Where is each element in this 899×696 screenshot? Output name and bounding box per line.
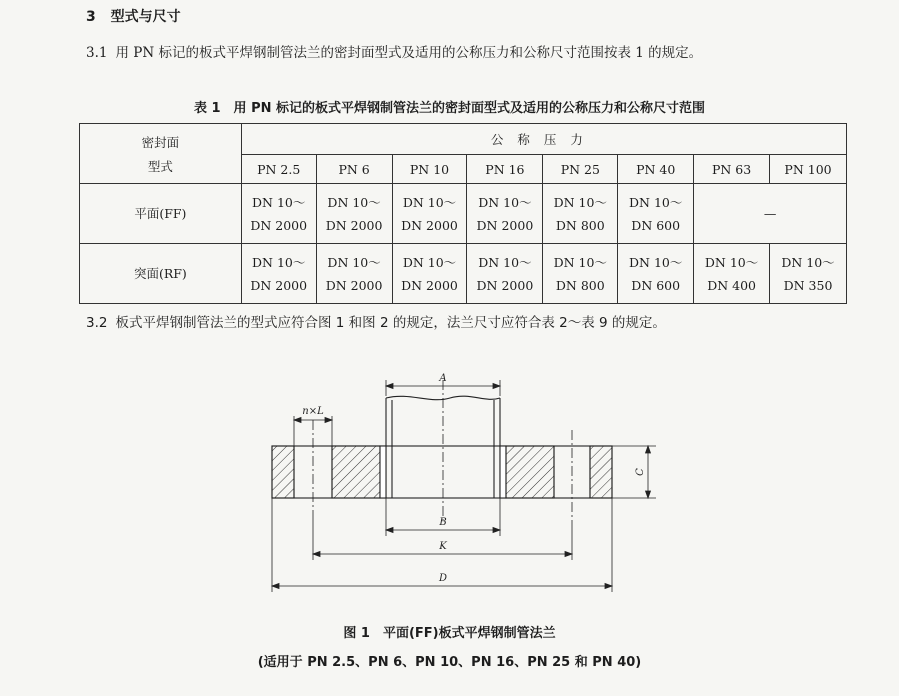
hatch-section	[506, 446, 554, 498]
table-cell	[770, 244, 847, 304]
column-header: PN 25	[543, 155, 618, 184]
paragraph-3-2-number: 3.2	[86, 315, 108, 331]
cell-line: DN 400	[707, 277, 756, 293]
table-row	[80, 244, 847, 304]
cell-line: DN 2000	[250, 277, 308, 293]
table-row-header	[80, 124, 242, 184]
table-1	[79, 123, 847, 304]
cell-line: DN 2000	[325, 217, 383, 233]
cell-line: DN 10～	[252, 254, 306, 270]
cell-line: DN 10～	[327, 194, 381, 210]
cell-line: DN 800	[555, 217, 605, 233]
column-header: PN 2.5	[241, 155, 316, 184]
row-header-line1: 密封面	[141, 134, 180, 150]
paragraph-3-2-text: 板式平焊钢制管法兰的型式应符合图 1 和图 2 的规定，法兰尺寸应符合表 2～表 9 的规定。	[115, 315, 666, 331]
cell-line: DN 800	[555, 277, 605, 293]
cell-line: DN 350	[783, 277, 833, 293]
cell-line: DN 600	[631, 277, 681, 293]
cell-line: DN 10～	[629, 254, 683, 270]
row-label: 突面(RF)	[80, 244, 242, 304]
figure-1-caption: 图 1 平面(FF)板式平焊钢制管法兰	[343, 626, 556, 641]
table-cell	[241, 244, 316, 304]
row-label: 平面(FF)	[80, 184, 242, 244]
table-1-caption: 表 1 用 PN 标记的板式平焊钢制管法兰的密封面型式及适用的公称压力和公称尺寸范围	[193, 101, 706, 116]
cell-line: DN 2000	[476, 277, 534, 293]
weld-gap	[500, 446, 506, 498]
column-header: PN 100	[770, 155, 847, 184]
paragraph-3-1-number: 3.1	[86, 45, 108, 61]
table-cell	[618, 244, 694, 304]
cell-line: DN 10～	[402, 254, 457, 270]
table-cell	[618, 184, 694, 244]
cell-line: DN 10～	[252, 194, 306, 210]
section-number: 3	[86, 9, 96, 25]
figure-1-subcaption: (适用于 PN 2.5、PN 6、PN 10、PN 16、PN 25 和 PN 40)	[257, 655, 642, 670]
cell-line: DN 2000	[325, 277, 383, 293]
table-cell	[241, 184, 316, 244]
cell-line: DN 10～	[629, 194, 683, 210]
label-nl: n×L	[302, 406, 324, 417]
cell-line: DN 2000	[401, 277, 458, 293]
cell-line: DN 10～	[704, 254, 759, 270]
paragraph-3-1-text: 用 PN 标记的板式平焊钢制管法兰的密封面型式及适用的公称压力和公称尺寸范围按表 1 的规定。	[115, 45, 703, 61]
flange-drawing	[0, 360, 899, 600]
empty-cell: —	[694, 184, 847, 244]
table-row	[80, 184, 847, 244]
paragraph-3-2	[86, 312, 866, 334]
table-cell	[392, 244, 467, 304]
cell-line: DN 2000	[401, 217, 458, 233]
cell-line: DN 10～	[402, 194, 457, 210]
table-cell	[694, 244, 770, 304]
hatch-section	[272, 446, 294, 498]
column-header: PN 6	[316, 155, 392, 184]
paragraph-3-1	[86, 42, 866, 64]
row-header-line2: 型式	[147, 158, 173, 174]
hatch-section	[332, 446, 380, 498]
cell-line: DN 10～	[781, 254, 835, 270]
cell-line: DN 2000	[250, 217, 308, 233]
cell-line: DN 10～	[478, 254, 532, 270]
table-cell	[467, 244, 543, 304]
table-cell	[467, 184, 543, 244]
column-header: PN 63	[694, 155, 770, 184]
table-cell	[543, 244, 618, 304]
label-a: A	[439, 373, 447, 384]
label-c: C	[635, 468, 646, 476]
section-title: 型式与尺寸	[110, 9, 181, 25]
table-cell	[543, 184, 618, 244]
column-header: PN 10	[392, 155, 467, 184]
label-d: D	[438, 573, 448, 584]
label-b: B	[439, 517, 447, 528]
column-header: PN 16	[467, 155, 543, 184]
column-header: PN 40	[618, 155, 694, 184]
label-k: K	[439, 541, 447, 552]
cell-line: DN 10～	[553, 194, 607, 210]
dimension-c	[612, 446, 656, 498]
flange-outline	[272, 446, 612, 498]
table-cell	[392, 184, 467, 244]
cell-line: DN 10～	[327, 254, 381, 270]
table-cell	[316, 244, 392, 304]
weld-gap	[380, 446, 386, 498]
cell-line: DN 10～	[478, 194, 532, 210]
cell-line: DN 2000	[476, 217, 534, 233]
cell-line: DN 600	[631, 217, 681, 233]
section-heading	[86, 6, 181, 26]
cell-line: DN 10～	[553, 254, 607, 270]
hatch-section	[590, 446, 612, 498]
table-cell	[316, 184, 392, 244]
group-header: 公称压力	[241, 124, 846, 155]
